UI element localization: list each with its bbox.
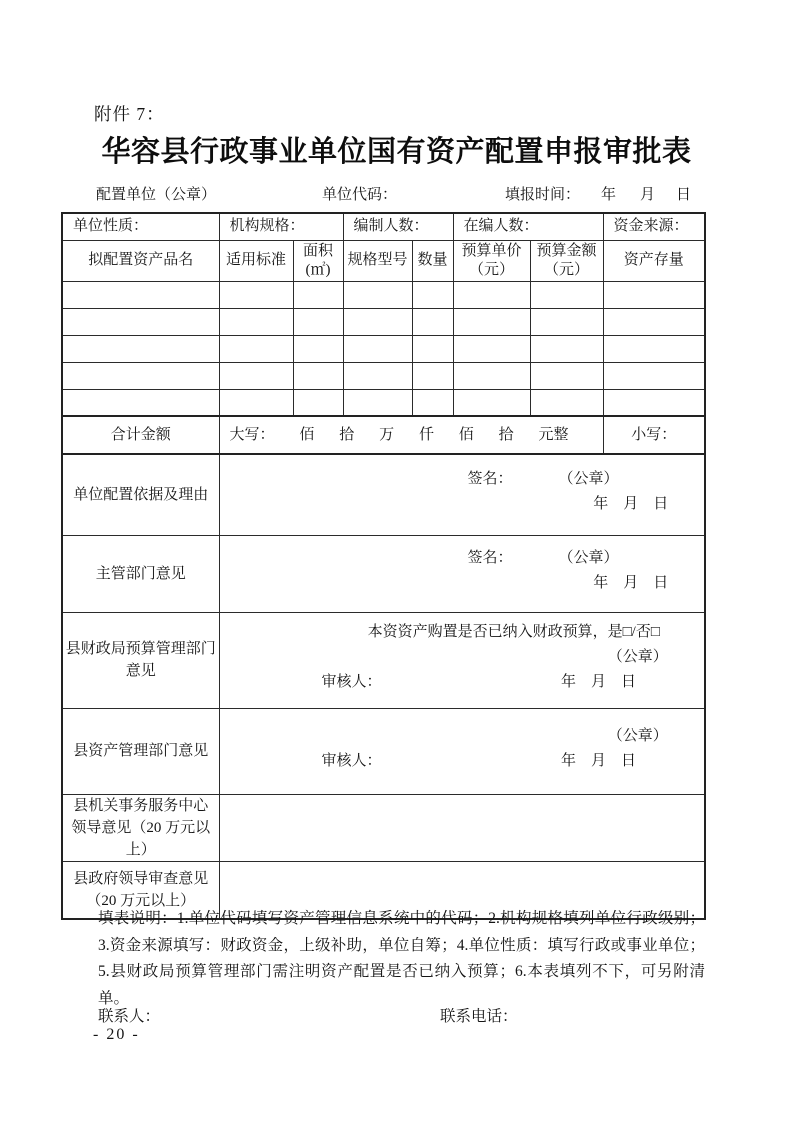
empty-data-row xyxy=(62,335,705,362)
empty-data-row xyxy=(62,281,705,308)
reviewer-label: 审核人： xyxy=(321,674,382,690)
org-spec-cell: 机构规格： xyxy=(219,213,343,240)
fund-source-cell: 资金来源： xyxy=(603,213,705,240)
unit-thousand: 仟 xyxy=(418,426,434,443)
section-dept-opinion xyxy=(62,535,705,612)
section-content xyxy=(219,454,705,535)
instruction-line: 填表说明：1.单位代码填写资产管理信息系统中的代码；2.机构规格填列单位行政级别； xyxy=(98,910,705,927)
date-blank: 年 月 日 xyxy=(593,575,669,591)
reviewer-label: 审核人： xyxy=(321,752,382,769)
col-standard: 适用标准 xyxy=(219,240,293,281)
amount-in-figures-label: 小写： xyxy=(603,416,705,454)
year-label: 年 xyxy=(601,187,617,203)
instruction-line: 5.县财政局预算管理部门需注明资产配置是否已纳入预算；6.本表填列不下，可另附清 xyxy=(98,963,705,980)
col-area: 面积 (㎡) xyxy=(293,240,343,281)
section-label: 主管部门意见 xyxy=(62,535,219,612)
asset-approval-table xyxy=(61,212,706,920)
unit-nature-cell: 单位性质： xyxy=(62,213,219,240)
col-unit-price: 预算单价 （元） xyxy=(453,240,530,281)
section-label: 单位配置依据及理由 xyxy=(62,454,219,535)
sign-label: 签名： xyxy=(467,471,513,488)
col-asset-name: 拟配置资产品名 xyxy=(62,240,219,281)
unit-yuan: 元整 xyxy=(538,426,569,443)
section-label: 县财政局预算管理部门 意见 xyxy=(62,612,219,708)
unit-hundred2: 佰 xyxy=(458,426,474,443)
seal-label: （公章） xyxy=(607,649,668,665)
date-blank: 年 月 日 xyxy=(593,496,669,513)
section-label: 县资产管理部门意见 xyxy=(62,708,219,794)
unit-seal-label: 配置单位（公章） xyxy=(96,187,217,203)
staff-current-cell: 在编人数： xyxy=(453,213,603,240)
empty-data-row xyxy=(62,362,705,389)
section-label: 县机关事务服务中心 领导意见（20 万元以上） xyxy=(62,794,219,861)
section-unit-basis xyxy=(62,454,705,535)
seal-label: （公章） xyxy=(607,727,668,744)
section-finance-opinion xyxy=(62,612,705,708)
unit-ten2: 拾 xyxy=(498,426,514,443)
col-budget-amount: 预算金额 （元） xyxy=(530,240,603,281)
fill-date-label: 填报时间： xyxy=(505,187,581,203)
section-service-center-opinion xyxy=(62,794,705,861)
amount-words-label: 大写： xyxy=(229,426,275,443)
contact-row xyxy=(98,1004,705,1024)
section-asset-dept-opinion xyxy=(62,708,705,794)
unit-hundred: 佰 xyxy=(299,426,315,443)
month-label: 月 xyxy=(640,187,656,203)
section-content xyxy=(219,612,705,708)
info-row xyxy=(62,213,705,240)
section-content xyxy=(219,535,705,612)
seal-label: （公章） xyxy=(558,550,619,566)
col-model: 规格型号 xyxy=(343,240,412,281)
unit-ten: 拾 xyxy=(339,426,355,443)
page-number: - 20 - xyxy=(93,1026,140,1043)
instruction-line: 单。 xyxy=(98,989,130,1007)
amount-in-words-cell xyxy=(219,416,603,454)
contact-person-label: 联系人： xyxy=(98,1008,161,1025)
unit-code-label: 单位代码： xyxy=(322,187,398,203)
section-content xyxy=(219,794,705,861)
unit-tenthousand: 万 xyxy=(379,426,395,443)
empty-data-row xyxy=(62,308,705,335)
contact-phone-label: 联系电话： xyxy=(440,1008,518,1025)
section-content xyxy=(219,708,705,794)
total-amount-row xyxy=(62,416,705,454)
staff-quota-cell: 编制人数： xyxy=(343,213,453,240)
date-blank: 年 月 日 xyxy=(561,752,637,769)
page-title: 华容县行政事业单位国有资产配置申报审批表 xyxy=(101,136,692,168)
sign-label: 签名： xyxy=(467,550,513,566)
empty-data-row xyxy=(62,389,705,416)
attachment-label: 附件 7： xyxy=(94,104,165,124)
day-label: 日 xyxy=(676,187,692,203)
meta-row xyxy=(61,183,741,205)
column-header-row xyxy=(62,240,705,281)
form-instructions xyxy=(98,906,705,1012)
seal-label: （公章） xyxy=(558,471,619,488)
col-asset-stock: 资产存量 xyxy=(603,240,705,281)
instruction-line: 3.资金来源填写：财政资金，上级补助，单位自筹；4.单位性质：填写行政或事业单位； xyxy=(98,936,705,954)
date-blank: 年 月 日 xyxy=(561,674,637,690)
budget-inclusion-statement: 本资资产购置是否已纳入财政预算，是□/否□ xyxy=(367,624,660,640)
total-label: 合计金额 xyxy=(62,416,219,454)
col-quantity: 数量 xyxy=(412,240,453,281)
section-label: 县政府领导审查意见 （20 万元以上） xyxy=(62,861,219,919)
